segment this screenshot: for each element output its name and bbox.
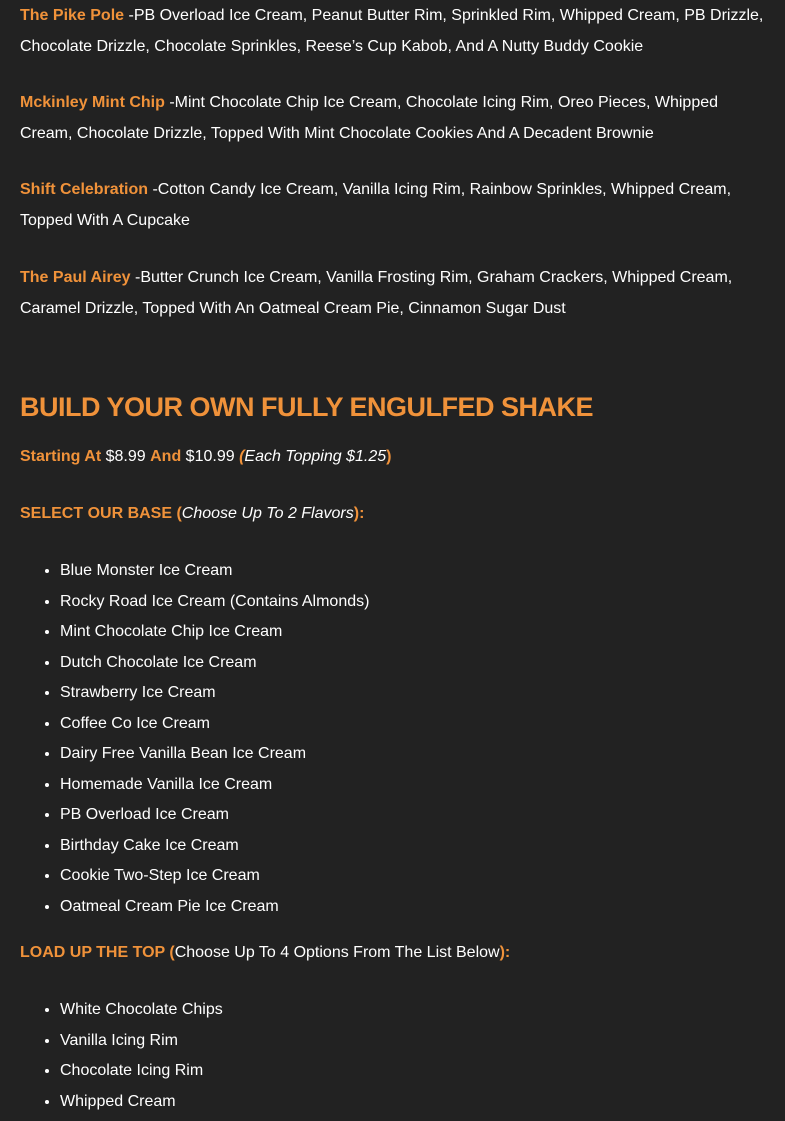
list-item: • Blue Monster Ice Cream: [60, 556, 369, 587]
topping-paren-open: (: [239, 448, 245, 465]
build-your-own-heading: BUILD YOUR OWN FULLY ENGULFED SHAKE: [20, 392, 594, 422]
price-label-start: Starting At: [20, 448, 102, 465]
list-item: • Oatmeal Cream Pie Ice Cream: [60, 892, 369, 923]
top-label: LOAD UP THE TOP (: [20, 944, 175, 961]
shake-name: Shift Celebration: [20, 181, 149, 198]
price-line: [20, 445, 391, 469]
shake-item-shift-celebration: [20, 175, 770, 236]
list-item: • Coffee Co Ice Cream: [60, 709, 369, 740]
topping-paren-close: ): [386, 448, 392, 465]
price-label-and: And: [150, 448, 182, 465]
shake-item-paul-airey: [20, 263, 770, 324]
list-item: • Chocolate Icing Rim: [60, 1056, 223, 1087]
list-item: • Mint Chocolate Chip Ice Cream: [60, 617, 369, 648]
list-item: • Vanilla Icing Rim: [60, 1026, 223, 1057]
topping-note: Each Topping $1.25: [244, 448, 387, 465]
list-item: • White Chocolate Chips: [60, 995, 223, 1026]
list-item: • Strawberry Ice Cream: [60, 678, 369, 709]
list-item: • Dairy Free Vanilla Bean Ice Cream: [60, 739, 369, 770]
shake-description: -Butter Crunch Ice Cream, Vanilla Frosting Rim, Graham Crackers, Whipped Cream, Caramel Drizzle, Topped With An Oatmeal Cream Pie, Cinnamon Sugar Dust: [20, 269, 733, 317]
list-item: • Whipped Cream: [60, 1087, 223, 1118]
shake-description: -Mint Chocolate Chip Ice Cream, Chocolate Icing Rim, Oreo Pieces, Whipped Cream, Chocolate Drizzle, Topped With Mint Chocolate Cookies And A Decadent Brownie: [20, 94, 719, 142]
base-section-label: [20, 502, 364, 526]
shake-item-mckinley-mint-chip: [20, 88, 770, 149]
price-max: $10.99: [181, 448, 240, 465]
base-label-close: ):: [353, 505, 365, 522]
shake-description: -Cotton Candy Ice Cream, Vanilla Icing Rim, Rainbow Sprinkles, Whipped Cream, Topped With A Cupcake: [20, 181, 732, 229]
topping-list: [20, 995, 223, 1117]
shake-item-pike-pole: [20, 1, 770, 62]
base-label: SELECT OUR BASE (: [20, 505, 182, 522]
top-section-label: [20, 941, 510, 965]
shake-description: -PB Overload Ice Cream, Peanut Butter Rim, Sprinkled Rim, Whipped Cream, PB Drizzle, Chocolate Drizzle, Chocolate Sprinkles, Reese’s Cup Kabob, And A Nutty Buddy Cookie: [20, 7, 764, 55]
list-item: • Homemade Vanilla Ice Cream: [60, 770, 369, 801]
top-note: Choose Up To 4 Options From The List Below: [174, 944, 500, 961]
top-label-close: ):: [499, 944, 511, 961]
base-flavor-list: [20, 556, 369, 922]
list-item: • Dutch Chocolate Ice Cream: [60, 648, 369, 679]
list-item: • Rocky Road Ice Cream (Contains Almonds): [60, 587, 369, 618]
base-note: Choose Up To 2 Flavors: [181, 505, 354, 522]
shake-name: The Pike Pole: [20, 7, 125, 24]
list-item: • PB Overload Ice Cream: [60, 800, 369, 831]
shake-name: The Paul Airey: [20, 269, 131, 286]
price-start: $8.99: [101, 448, 151, 465]
list-item: • Birthday Cake Ice Cream: [60, 831, 369, 862]
shake-name: Mckinley Mint Chip: [20, 94, 165, 111]
list-item: • Cookie Two-Step Ice Cream: [60, 861, 369, 892]
